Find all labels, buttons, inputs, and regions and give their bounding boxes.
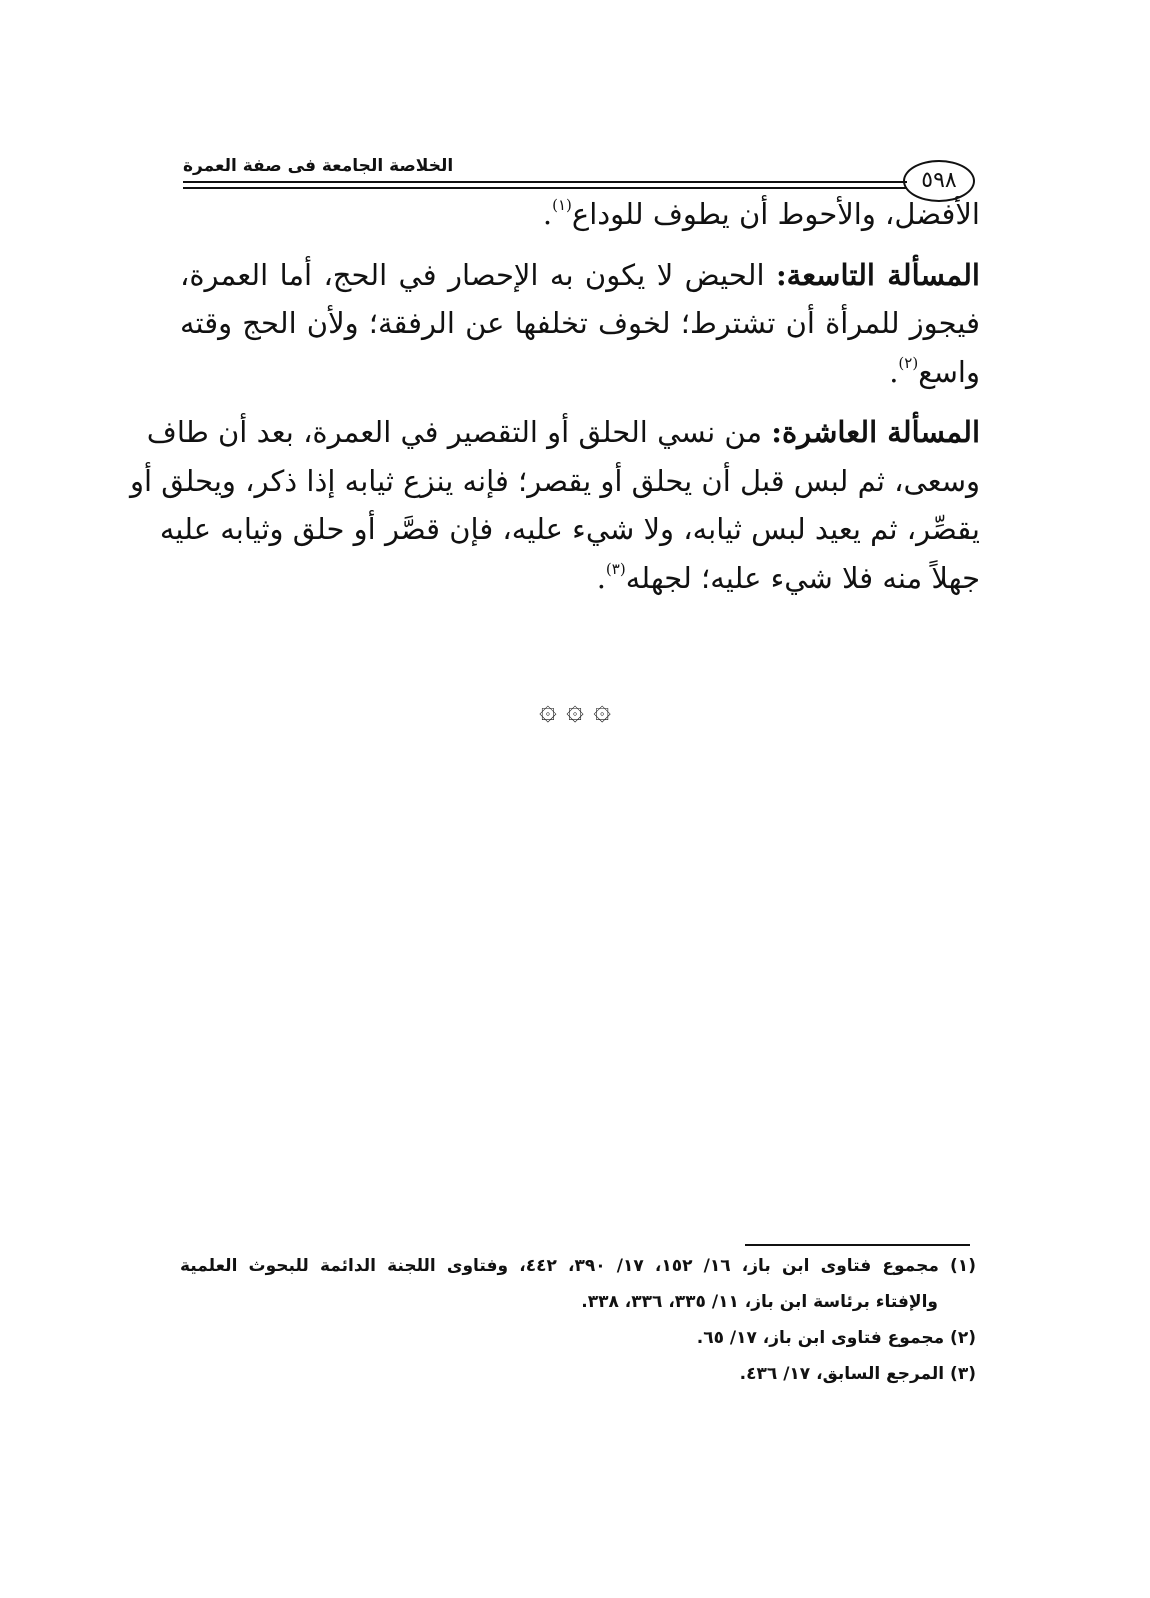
running-header-title: الخلاصة الجامعة فى صفة العمرة bbox=[183, 156, 454, 176]
text-punct: . bbox=[596, 560, 606, 595]
text-line: فيجوز للمرأة أن تشترط؛ لخوف تخلفها عن الرفقة؛ ولأن الحج وقته bbox=[180, 306, 980, 340]
text-line: الأفضل، والأحوط أن يطوف للوداع bbox=[571, 197, 980, 231]
header-double-rule bbox=[183, 181, 907, 189]
footnotes bbox=[180, 1248, 976, 1392]
footnote-2: (٢) مجموع فتاوى ابن باز، ١٧/ ٦٥. bbox=[696, 1328, 976, 1348]
footnote-3: (٣) المرجع السابق، ١٧/ ٤٣٦. bbox=[739, 1364, 976, 1384]
text-line: من نسي الحلق أو التقصير في العمرة، بعد أن طاف bbox=[146, 415, 772, 449]
text-line: واسع bbox=[918, 354, 980, 389]
page-number: ٥٩٨ bbox=[903, 160, 975, 202]
footnote-1: (١) مجموع فتاوى ابن باز، ١٦/ ١٥٢، ١٧/ ٣٩٠، ٤٤٢، وفتاوى اللجنة الدائمة للبحوث العلمية bbox=[180, 1256, 976, 1276]
footnote-ref[interactable]: (٢) bbox=[898, 353, 919, 372]
footnote-ref[interactable]: (١) bbox=[552, 196, 572, 214]
issue-heading: المسألة التاسعة: bbox=[775, 257, 980, 292]
text-line: الحيض لا يكون به الإحصار في الحج، أما العمرة، bbox=[180, 257, 776, 292]
text-punct: . bbox=[542, 197, 553, 231]
paragraph-tenth-issue bbox=[130, 408, 980, 602]
issue-heading: المسألة العاشرة: bbox=[771, 415, 980, 449]
footnote-1-continued: والإفتاء برئاسة ابن باز، ١١/ ٣٣٥، ٣٣٦، ٣٣٨. bbox=[581, 1292, 938, 1312]
text-punct: . bbox=[889, 354, 899, 389]
main-text bbox=[130, 190, 980, 602]
text-line: يقصِّر، ثم يعيد لبس ثيابه، ولا شيء عليه، فإن قصَّر أو حلق وثيابه عليه bbox=[159, 512, 980, 546]
text-line: جهلاً منه فلا شيء عليه؛ لجهله bbox=[625, 560, 980, 595]
paragraph-ninth-issue bbox=[180, 251, 980, 397]
footnote-ref[interactable]: (٣) bbox=[605, 559, 626, 578]
footnote-separator bbox=[745, 1244, 970, 1246]
section-end-ornament-icon: ۞ ۞ ۞ bbox=[539, 692, 611, 727]
paragraph-continuation bbox=[180, 190, 980, 239]
text-line: وسعى، ثم لبس قبل أن يحلق أو يقصر؛ فإنه ينزع ثيابه إذا ذكر، ويحلق أو bbox=[130, 463, 980, 498]
